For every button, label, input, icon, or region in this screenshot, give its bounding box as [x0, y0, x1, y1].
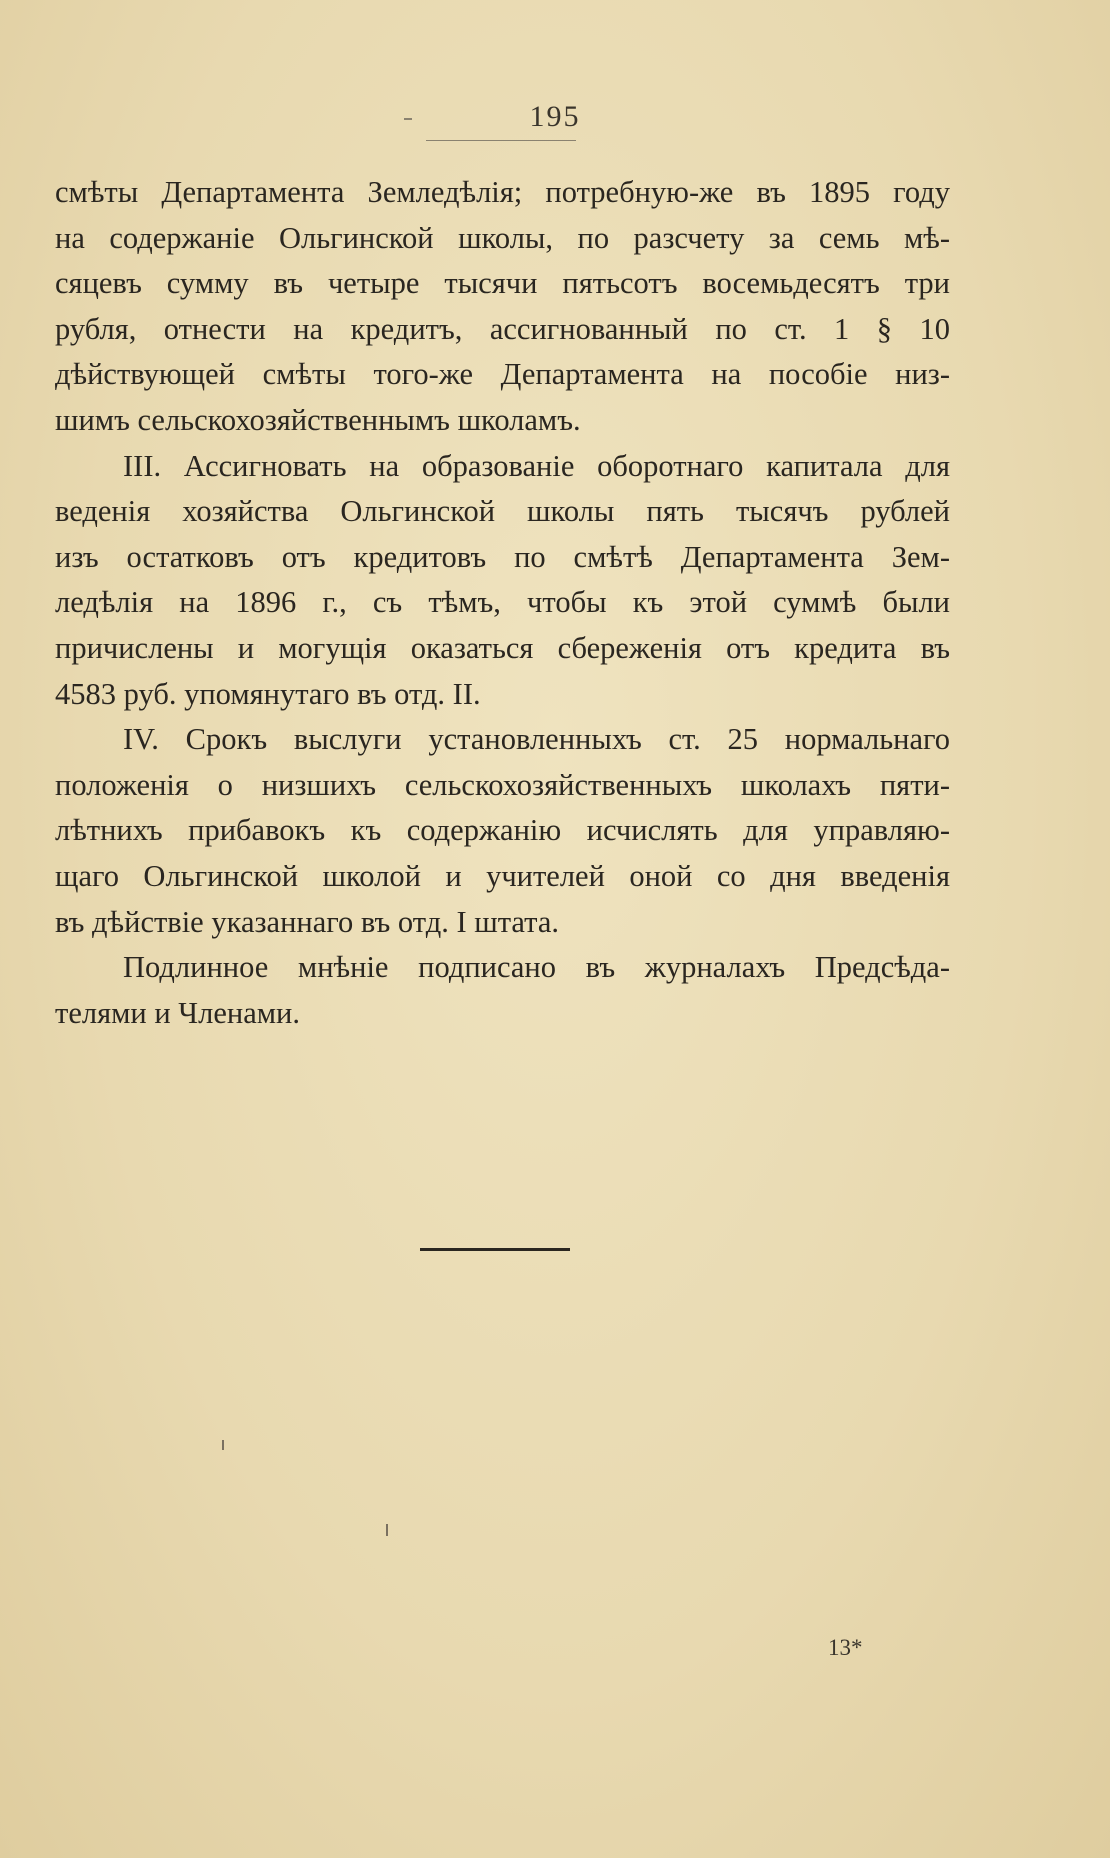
text-line: шимъ сельскохозяйственнымъ школамъ.: [55, 402, 581, 437]
page-number: 195: [529, 100, 581, 133]
paper-speck: [386, 1524, 388, 1536]
text-line: дѣйствующей смѣты того-же Департамента на пособіе низ-: [55, 357, 950, 392]
text-line: причислены и могущія оказаться сбереженія отъ кредита въ: [55, 630, 950, 665]
text-line: въ дѣйствіе указаннаго въ отд. I штата.: [55, 904, 560, 939]
text-line: лѣтнихъ прибавокъ къ содержанію исчислять для управляю-: [55, 813, 950, 848]
text-line: изъ остатковъ отъ кредитовъ по смѣтѣ Департамента Зем-: [55, 539, 950, 574]
paper-speck: [222, 1440, 224, 1450]
text-line: смѣты Департамента Земледѣлія; потребную-же въ 1895 году: [55, 175, 950, 209]
body-text: [55, 170, 950, 1036]
text-line: IV. Срокъ выслуги установленныхъ ст. 25 нормальнаго: [123, 722, 950, 757]
end-of-text-rule: [420, 1248, 570, 1251]
text-line: III. Ассигновать на образованіе оборотнаго капитала для: [123, 448, 950, 483]
text-line: на содержаніе Ольгинской школы, по разсчету за семь мѣ-: [55, 220, 950, 255]
text-line: телями и Членами.: [55, 995, 300, 1030]
header-rule: [426, 140, 576, 141]
text-line: сяцевъ сумму въ четыре тысячи пятьсотъ восемьдесятъ три: [55, 266, 950, 301]
signature-mark: 13*: [828, 1635, 863, 1660]
text-line: ледѣлія на 1896 г., съ тѣмъ, чтобы къ этой суммѣ были: [55, 585, 950, 620]
text-line: веденія хозяйства Ольгинской школы пять тысячъ рублей: [55, 494, 950, 529]
text-line: 4583 руб. упомянутаго въ отд. II.: [55, 676, 481, 711]
text-line: щаго Ольгинской школой и учителей оной со дня введенія: [55, 858, 950, 893]
text-line: положенія о низшихъ сельскохозяйственныхъ школахъ пяти-: [55, 767, 950, 802]
text-line: Подлинное мнѣніе подписано въ журналахъ Предсѣда-: [123, 950, 950, 985]
text-line: рубля, отнести на кредитъ, ассигнованный по ст. 1 § 10: [55, 311, 950, 346]
